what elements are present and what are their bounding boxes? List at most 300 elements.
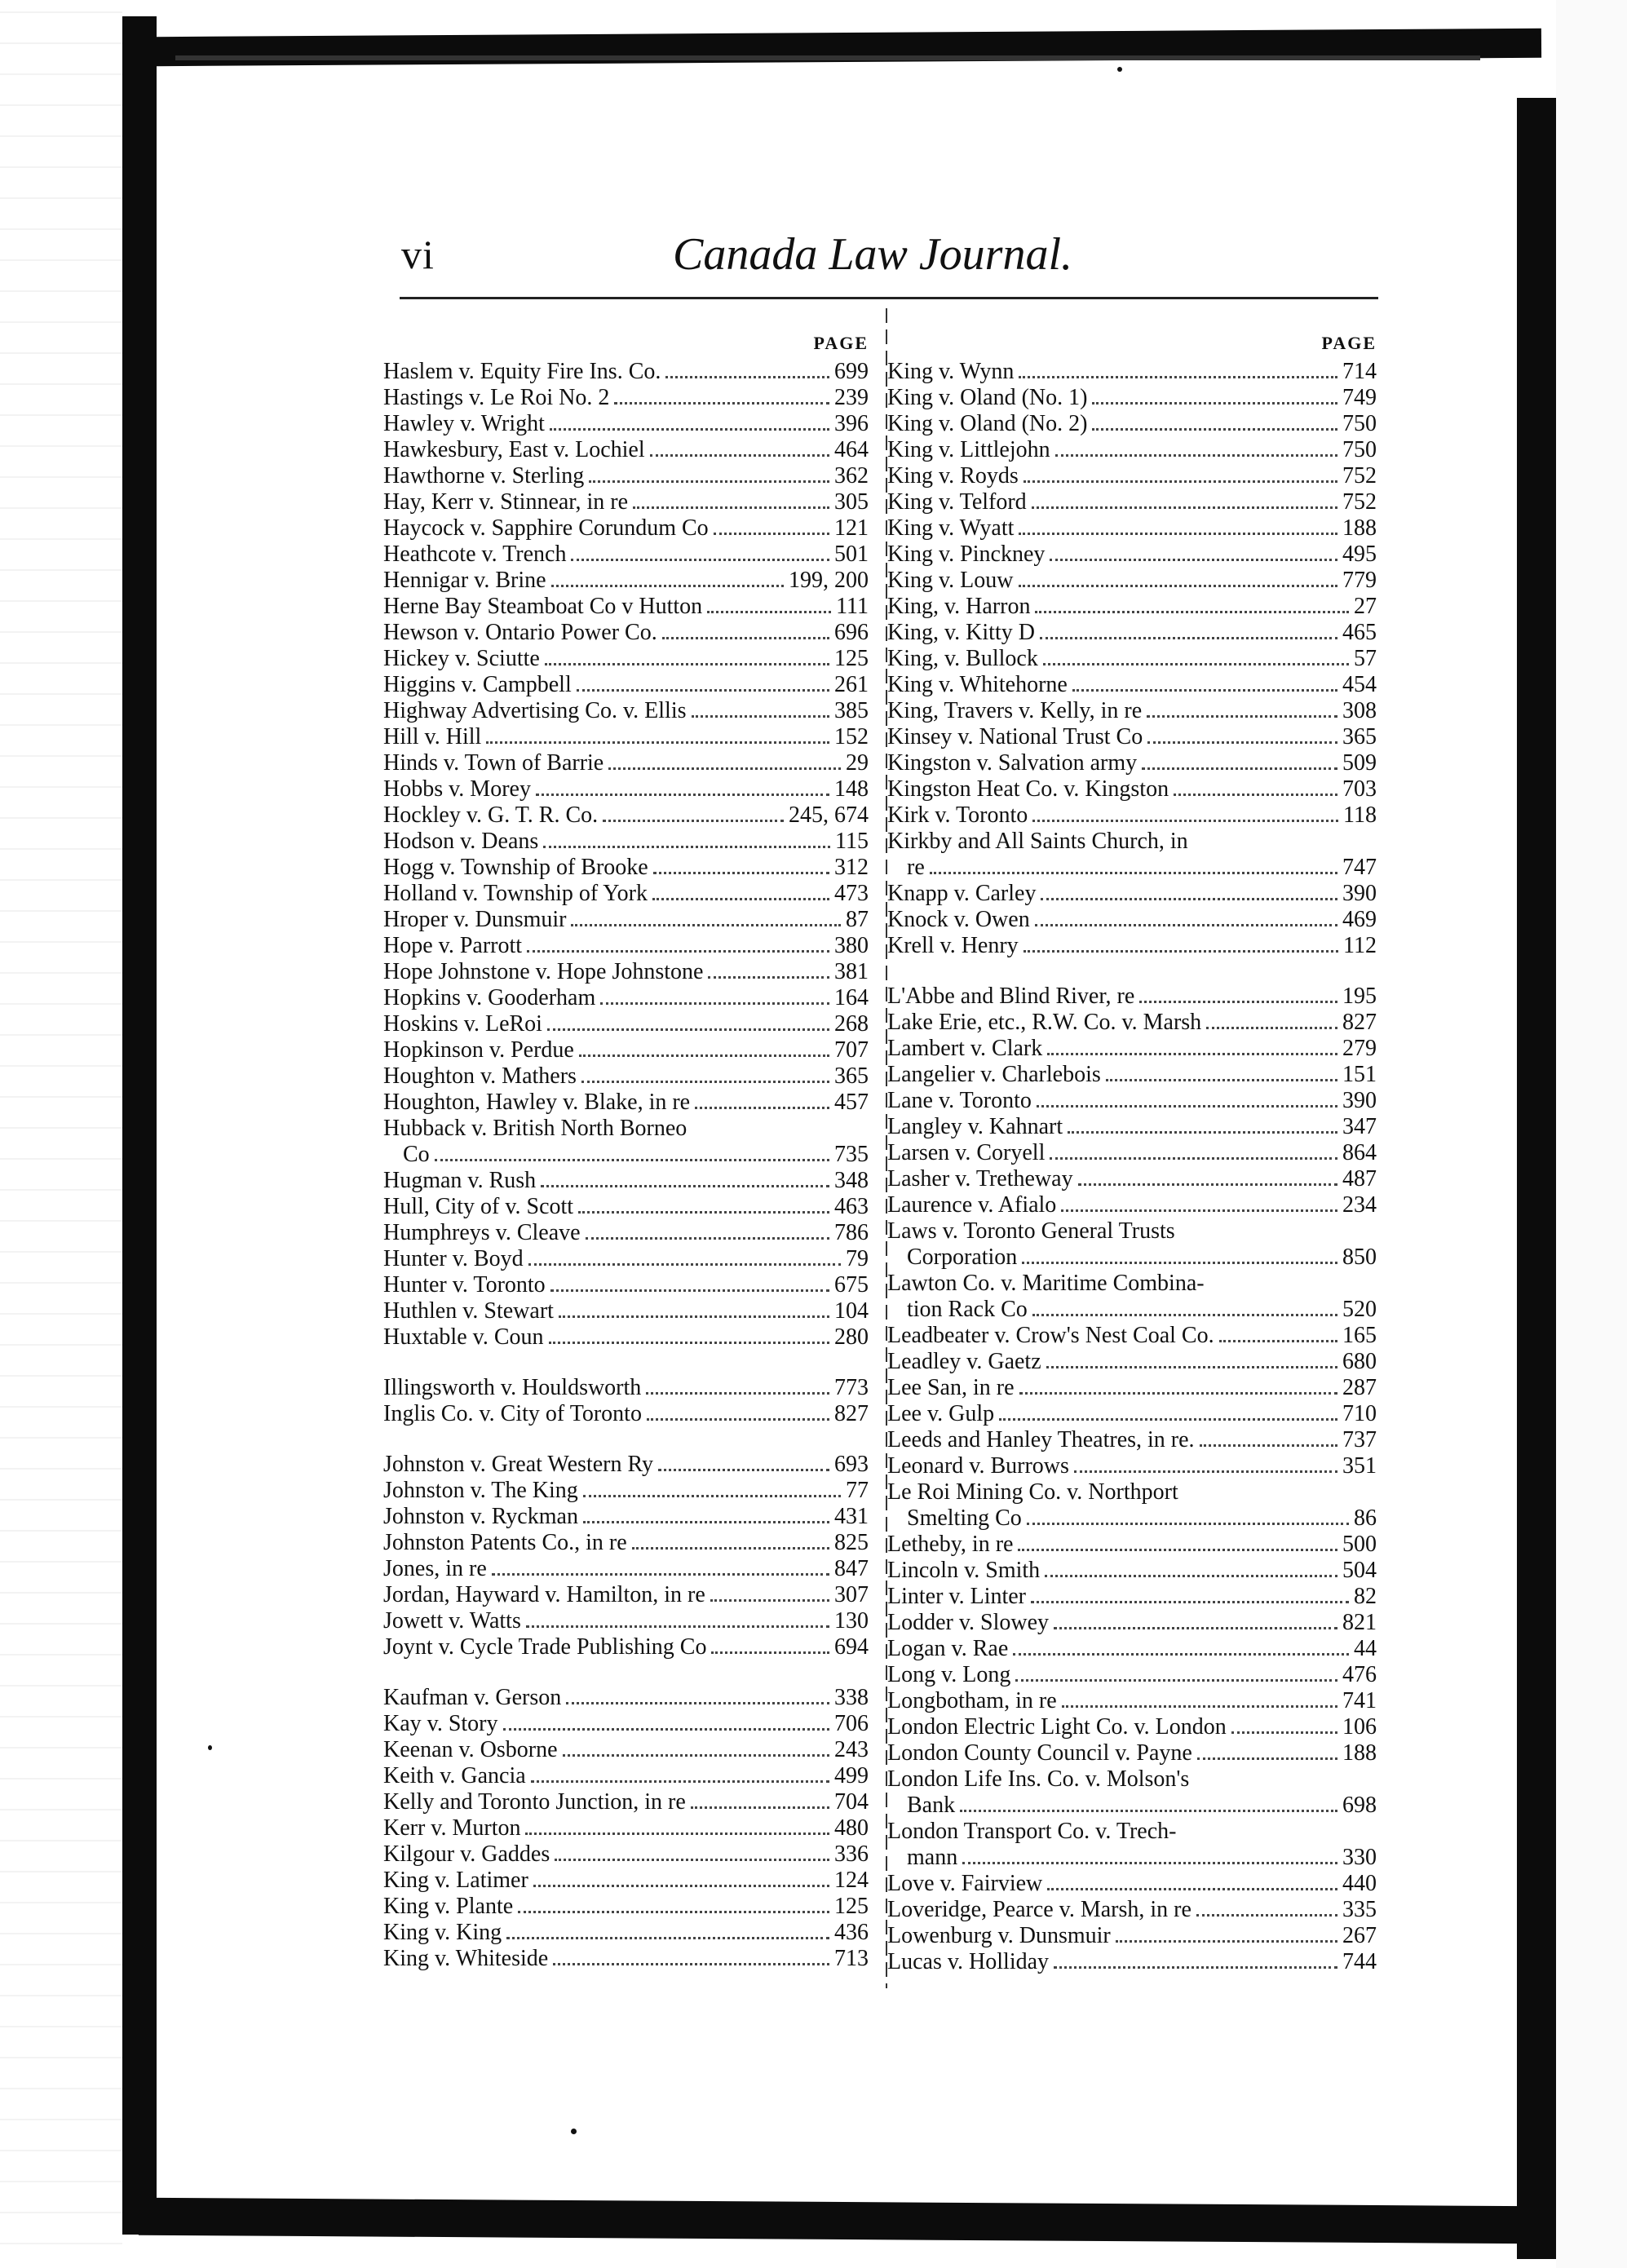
page-reference: 188: [1342, 515, 1377, 541]
index-entry: [383, 829, 869, 855]
case-name: Kaufman v. Gerson: [383, 1685, 562, 1710]
letter-group-gap: [383, 1660, 869, 1685]
page-reference: 188: [1342, 1740, 1377, 1766]
page-reference: 703: [1342, 776, 1377, 802]
case-name: King v. Wynn: [887, 359, 1015, 384]
page-reference: 165: [1342, 1323, 1377, 1348]
index-entry: [383, 1220, 869, 1246]
dot-leader: [1043, 663, 1349, 665]
case-name: Long v. Long: [887, 1662, 1011, 1687]
page-reference: 279: [1342, 1036, 1377, 1061]
dot-leader: [541, 1185, 829, 1187]
scan-border-right: [1517, 98, 1556, 2259]
case-name: Letheby, in re: [887, 1532, 1014, 1557]
index-entry: [383, 933, 869, 959]
dot-leader: [589, 480, 829, 483]
case-name: Larsen v. Coryell: [887, 1140, 1046, 1165]
index-entry: [383, 1582, 869, 1608]
page-reference: 706: [834, 1711, 869, 1736]
case-name: Leeds and Hanley Theatres, in re.: [887, 1427, 1195, 1452]
dot-leader: [550, 428, 829, 431]
page-reference: 338: [834, 1685, 869, 1710]
page-reference: 125: [834, 646, 869, 671]
case-name: Johnston Patents Co., in re: [383, 1530, 627, 1555]
dot-leader: [1013, 1653, 1349, 1656]
dot-leader: [566, 1702, 829, 1704]
scan-border-left: [122, 16, 157, 2235]
page-reference: 464: [834, 437, 869, 462]
dot-leader: [632, 1547, 829, 1550]
case-name: King v. Whiteside: [383, 1946, 549, 1971]
case-name: Kirk v. Toronto: [887, 802, 1028, 828]
index-entry: [887, 594, 1377, 620]
page-reference: 335: [1342, 1897, 1377, 1922]
dot-leader: [1019, 533, 1337, 535]
dot-leader: [1092, 402, 1337, 405]
index-entry: [383, 776, 869, 802]
index-entry: [887, 984, 1377, 1010]
page-reference: 111: [836, 594, 869, 619]
page-reference: 261: [834, 672, 869, 697]
page-reference: 396: [834, 411, 869, 436]
case-name-continued: Smelting Co: [907, 1505, 1022, 1531]
case-name: Lane v. Toronto: [887, 1088, 1032, 1113]
dot-leader: [1024, 950, 1338, 953]
dot-leader: [577, 689, 829, 692]
case-name: King v. Telford: [887, 489, 1027, 515]
page-reference: 750: [1342, 437, 1377, 462]
dot-leader: [503, 1728, 829, 1731]
page-reference: 747: [1342, 855, 1377, 880]
case-name: Lowenburg v. Dunsmuir: [887, 1923, 1111, 1948]
case-name: Kelly and Toronto Junction, in re: [383, 1789, 686, 1815]
dot-leader: [1019, 585, 1337, 587]
case-name: Lambert v. Clark: [887, 1036, 1043, 1061]
page-reference: 825: [834, 1530, 869, 1555]
dot-leader: [614, 402, 829, 405]
dot-leader: [545, 663, 829, 665]
scan-speck: [208, 1745, 212, 1750]
page-reference: 499: [834, 1763, 869, 1788]
page-reference: 27: [1354, 594, 1377, 619]
page-reference: 476: [1342, 1662, 1377, 1687]
dot-leader: [563, 1754, 829, 1757]
page-reference: 380: [834, 933, 869, 958]
case-name: Knock v. Owen: [887, 907, 1030, 932]
page-reference: 243: [834, 1737, 869, 1762]
case-name: Hawkesbury, East v. Lochiel: [383, 437, 645, 462]
case-name: Huxtable v. Coun: [383, 1324, 544, 1350]
page-reference: 305: [834, 489, 869, 515]
dot-leader: [1032, 820, 1338, 822]
case-name: Huthlen v. Stewart: [383, 1298, 554, 1324]
case-name: Jowett v. Watts: [383, 1608, 521, 1634]
dot-leader: [550, 1289, 829, 1292]
index-entry: [383, 1194, 869, 1220]
page-reference: 44: [1354, 1636, 1377, 1661]
page-reference: 707: [834, 1037, 869, 1063]
dot-leader: [586, 1237, 829, 1240]
index-entry: [887, 646, 1377, 672]
dot-leader: [1037, 1105, 1337, 1107]
dot-leader: [581, 1081, 829, 1083]
dot-leader: [652, 898, 829, 900]
index-entry: [383, 515, 869, 542]
index-entry: [887, 1949, 1377, 1975]
case-name: Hroper v. Dunsmuir: [383, 907, 567, 932]
case-name: Lawton Co. v. Maritime Combina-: [887, 1271, 1205, 1296]
index-entry: [383, 1116, 869, 1168]
page-reference: 440: [1342, 1871, 1377, 1896]
page-reference: 348: [834, 1168, 869, 1193]
case-name: Inglis Co. v. City of Toronto: [383, 1401, 642, 1426]
dot-leader: [1040, 637, 1337, 639]
index-entry: [383, 1324, 869, 1351]
index-entry: [887, 1740, 1377, 1766]
index-entry: [887, 1871, 1377, 1897]
index-entry: [887, 620, 1377, 646]
case-name: Hodson v. Deans: [383, 829, 539, 854]
case-name: Laurence v. Afialo: [887, 1192, 1057, 1218]
case-name: Hugman v. Rush: [383, 1168, 537, 1193]
dot-leader: [518, 1911, 829, 1913]
case-name: Kirkby and All Saints Church, in: [887, 829, 1188, 854]
case-name: Keith v. Gancia: [383, 1763, 526, 1788]
dot-leader: [583, 1495, 841, 1497]
case-name: Jordan, Hayward v. Hamilton, in re: [383, 1582, 705, 1607]
page-reference: 457: [834, 1090, 869, 1115]
index-entry: [887, 1558, 1377, 1584]
dot-leader: [1027, 1523, 1349, 1525]
page-reference: 473: [834, 881, 869, 906]
dot-leader: [1045, 1575, 1337, 1577]
index-entry: [887, 1688, 1377, 1714]
case-name: Longbotham, in re: [887, 1688, 1057, 1713]
page-column-label: PAGE: [813, 333, 869, 353]
index-entry: [887, 1453, 1377, 1479]
page-reference: 864: [1342, 1140, 1377, 1165]
index-entry: [887, 698, 1377, 724]
dot-leader: [665, 376, 829, 378]
case-name: Laws v. Toronto General Trusts: [887, 1218, 1175, 1244]
dot-leader: [1055, 454, 1337, 457]
index-entry: [887, 907, 1377, 933]
dot-leader: [658, 1469, 829, 1471]
case-name: Hunter v. Toronto: [383, 1272, 546, 1298]
dot-leader: [633, 506, 829, 509]
dot-leader: [1024, 480, 1337, 483]
dot-leader: [1015, 1679, 1337, 1682]
dot-leader: [1019, 1392, 1338, 1395]
dot-leader: [1035, 611, 1349, 613]
dot-leader: [579, 1054, 829, 1057]
index-entry: [383, 437, 869, 463]
page-reference: 520: [1342, 1297, 1377, 1322]
page-reference: 245, 674: [789, 802, 869, 828]
page-reference: 749: [1342, 385, 1377, 410]
index-entry: [383, 1530, 869, 1556]
page-reference: 362: [834, 463, 869, 489]
page-reference: 118: [1343, 802, 1377, 828]
dot-leader: [1050, 1157, 1337, 1160]
page-reference: 750: [1342, 411, 1377, 436]
case-name: Hickey v. Sciutte: [383, 646, 540, 671]
dot-leader: [1147, 741, 1337, 744]
dot-leader: [559, 1315, 829, 1318]
index-entry: [887, 1271, 1377, 1323]
page-reference: 86: [1354, 1505, 1377, 1531]
index-entry: [383, 724, 869, 750]
index-entry: [887, 1584, 1377, 1610]
dot-leader: [549, 1342, 830, 1344]
case-name: Le Roi Mining Co. v. Northport: [887, 1479, 1178, 1505]
case-name: Lodder v. Slowey: [887, 1610, 1050, 1635]
case-name: Hastings v. Le Roi No. 2: [383, 385, 610, 410]
dot-leader: [1047, 1053, 1337, 1055]
dot-leader: [571, 924, 841, 926]
dot-leader: [930, 872, 1337, 874]
index-entry: [383, 620, 869, 646]
case-name: Loveridge, Pearce v. Marsh, in re: [887, 1897, 1192, 1922]
index-entry: [887, 1662, 1377, 1688]
dot-leader: [600, 1002, 829, 1005]
page-reference: 480: [834, 1815, 869, 1841]
index-entry: [887, 385, 1377, 411]
dot-leader: [1197, 1757, 1337, 1760]
index-entry: [383, 646, 869, 672]
case-name: London Electric Light Co. v. London: [887, 1714, 1227, 1740]
page-reference: 115: [835, 829, 869, 854]
dot-leader: [1019, 376, 1337, 378]
dot-leader: [555, 1859, 829, 1861]
index-entry: [887, 1323, 1377, 1349]
dot-leader: [691, 1806, 829, 1809]
page-reference: 125: [834, 1894, 869, 1919]
page-reference: 77: [846, 1478, 869, 1503]
index-entry: [383, 1375, 869, 1401]
page-reference: 308: [1342, 698, 1377, 723]
case-name: King, v. Kitty D: [887, 620, 1035, 645]
scan-speck: [1117, 67, 1122, 72]
index-entry: [887, 1714, 1377, 1740]
page-reference: 82: [1354, 1584, 1377, 1609]
index-entry: [887, 933, 1377, 959]
case-name: King v. King: [383, 1920, 502, 1945]
index-entry: [383, 1556, 869, 1582]
case-name: Herne Bay Steamboat Co v Hutton: [383, 594, 703, 619]
case-name: King v. Latimer: [383, 1868, 528, 1893]
page-reference: 151: [1342, 1062, 1377, 1087]
index-entry: [383, 1763, 869, 1789]
case-name: Hawthorne v. Sterling: [383, 463, 585, 489]
case-name: Leadley v. Gaetz: [887, 1349, 1041, 1374]
dot-leader: [650, 454, 829, 457]
case-name-continued: mann: [907, 1845, 958, 1870]
index-entry: [383, 359, 869, 385]
dot-leader: [553, 1963, 829, 1965]
index-entry: [383, 698, 869, 724]
case-name: King v. Louw: [887, 568, 1014, 593]
case-name: Langelier v. Charlebois: [887, 1062, 1101, 1087]
page-reference: 280: [834, 1324, 869, 1350]
case-name: L'Abbe and Blind River, re: [887, 984, 1135, 1009]
index-entry: [887, 542, 1377, 568]
case-name: Hope v. Parrott: [383, 933, 523, 958]
page-reference: 268: [834, 1011, 869, 1037]
case-name: Lincoln v. Smith: [887, 1558, 1041, 1583]
running-title: Canada Law Journal.: [672, 229, 1073, 280]
dot-leader: [547, 1028, 829, 1031]
page-reference: 121: [834, 515, 869, 541]
page-reference: 199, 200: [789, 568, 869, 593]
case-name: Langley v. Kahnart: [887, 1114, 1063, 1139]
index-entry: [383, 489, 869, 515]
page-reference: 693: [834, 1452, 869, 1477]
dot-leader: [525, 1833, 829, 1835]
dot-leader: [695, 1107, 829, 1109]
dot-leader: [1106, 1079, 1337, 1081]
index-entry: [887, 724, 1377, 750]
page-reference: 741: [1342, 1688, 1377, 1713]
page-reference: 287: [1342, 1375, 1377, 1400]
dot-leader: [692, 715, 829, 718]
index-entry: [383, 385, 869, 411]
dot-leader: [526, 1625, 829, 1628]
index-entries: [383, 359, 869, 1972]
case-name: Keenan v. Osborne: [383, 1737, 558, 1762]
dot-leader: [711, 1651, 829, 1654]
index-entry: [383, 881, 869, 907]
case-name: Kingston Heat Co. v. Kingston: [887, 776, 1169, 802]
dot-leader: [1116, 1940, 1337, 1943]
page-reference: 504: [1342, 1558, 1377, 1583]
case-name: Heathcote v. Trench: [383, 542, 567, 567]
page-reference: 752: [1342, 463, 1377, 489]
page-reference: 744: [1342, 1949, 1377, 1974]
dot-leader: [1047, 1888, 1337, 1890]
index-entries: [887, 359, 1377, 1975]
index-entry: [383, 411, 869, 437]
index-entry: [383, 672, 869, 698]
case-name: King v. Whitehorne: [887, 672, 1068, 697]
index-entry: [383, 1868, 869, 1894]
page-reference: 436: [834, 1920, 869, 1945]
index-entry: [383, 1946, 869, 1972]
page-reference: 104: [834, 1298, 869, 1324]
index-entry: [887, 1062, 1377, 1088]
index-entry: [383, 463, 869, 489]
index-entry: [383, 1841, 869, 1868]
index-entry: [887, 1636, 1377, 1662]
case-name: Johnston v. The King: [383, 1478, 578, 1503]
index-entry: [887, 463, 1377, 489]
case-name: Leonard v. Burrows: [887, 1453, 1069, 1479]
page-reference: 29: [846, 750, 869, 776]
page-reference: 704: [834, 1789, 869, 1815]
dot-leader: [1032, 506, 1337, 509]
index-entry: [383, 1246, 869, 1272]
dot-leader: [1074, 1470, 1337, 1473]
dot-leader: [533, 1885, 829, 1887]
dot-leader: [1032, 1314, 1337, 1316]
index-entry: [887, 1610, 1377, 1636]
index-entry: [887, 437, 1377, 463]
case-name-continued: Bank: [907, 1793, 956, 1818]
page-reference: 152: [834, 724, 869, 749]
page-reference: 365: [834, 1063, 869, 1089]
index-entry: [887, 1010, 1377, 1036]
dot-leader: [962, 1862, 1337, 1864]
page-reference: 365: [1342, 724, 1377, 749]
index-entry: [383, 907, 869, 933]
index-entry: [383, 1685, 869, 1711]
case-name: King v. Littlejohn: [887, 437, 1050, 462]
case-name: Hawley v. Wright: [383, 411, 545, 436]
page-reference: 330: [1342, 1845, 1377, 1870]
page-reference: 509: [1342, 750, 1377, 776]
dot-leader: [543, 846, 830, 848]
dot-leader: [435, 1159, 829, 1161]
case-name: Lake Erie, etc., R.W. Co. v. Marsh: [887, 1010, 1202, 1035]
dot-leader: [707, 611, 831, 613]
case-name: Hoskins v. LeRoi: [383, 1011, 542, 1037]
page-reference: 675: [834, 1272, 869, 1298]
dot-leader: [1062, 1705, 1337, 1708]
dot-leader: [1018, 1549, 1337, 1551]
page-reference: 714: [1342, 359, 1377, 384]
case-name: Houghton v. Mathers: [383, 1063, 577, 1089]
dot-leader: [1068, 1131, 1337, 1134]
dot-leader: [1022, 1262, 1337, 1264]
index-entry: [887, 489, 1377, 515]
index-entry: [383, 1298, 869, 1324]
dot-leader: [1054, 1627, 1337, 1629]
page-reference: 431: [834, 1504, 869, 1529]
page-reference: 148: [834, 776, 869, 802]
index-entry: [383, 985, 869, 1011]
dot-leader: [1061, 1209, 1337, 1212]
dot-leader: [1206, 1027, 1337, 1029]
dot-leader: [1072, 689, 1337, 692]
case-name: Hopkinson v. Perdue: [383, 1037, 574, 1063]
dot-leader: [1231, 1731, 1337, 1734]
page-reference: 699: [834, 359, 869, 384]
page-reference: 495: [1342, 542, 1377, 567]
case-name: Highway Advertising Co. v. Ellis: [383, 698, 687, 723]
index-entry: [887, 1192, 1377, 1218]
index-entry: [887, 1401, 1377, 1427]
dot-leader: [1174, 794, 1337, 796]
index-entry: [887, 1923, 1377, 1949]
case-name: Hockley v. G. T. R. Co.: [383, 802, 599, 828]
dot-leader: [492, 1573, 829, 1576]
case-name: Lee San, in re: [887, 1375, 1015, 1400]
page-reference: 696: [834, 620, 869, 645]
case-name-continued: Co: [403, 1142, 430, 1167]
page-reference: 390: [1342, 1088, 1377, 1113]
case-name: King v. Plante: [383, 1894, 514, 1919]
case-name-continued: re: [907, 855, 925, 880]
case-name: Love v. Fairview: [887, 1871, 1043, 1896]
index-entry: [383, 1452, 869, 1478]
page-reference: 487: [1342, 1166, 1377, 1191]
dot-leader: [1035, 924, 1337, 926]
letter-group-gap: [887, 959, 1377, 984]
index-entry: [383, 568, 869, 594]
case-name: Hewson v. Ontario Power Co.: [383, 620, 657, 645]
page-number: vi: [401, 232, 435, 277]
case-name: Joynt v. Cycle Trade Publishing Co: [383, 1634, 707, 1660]
